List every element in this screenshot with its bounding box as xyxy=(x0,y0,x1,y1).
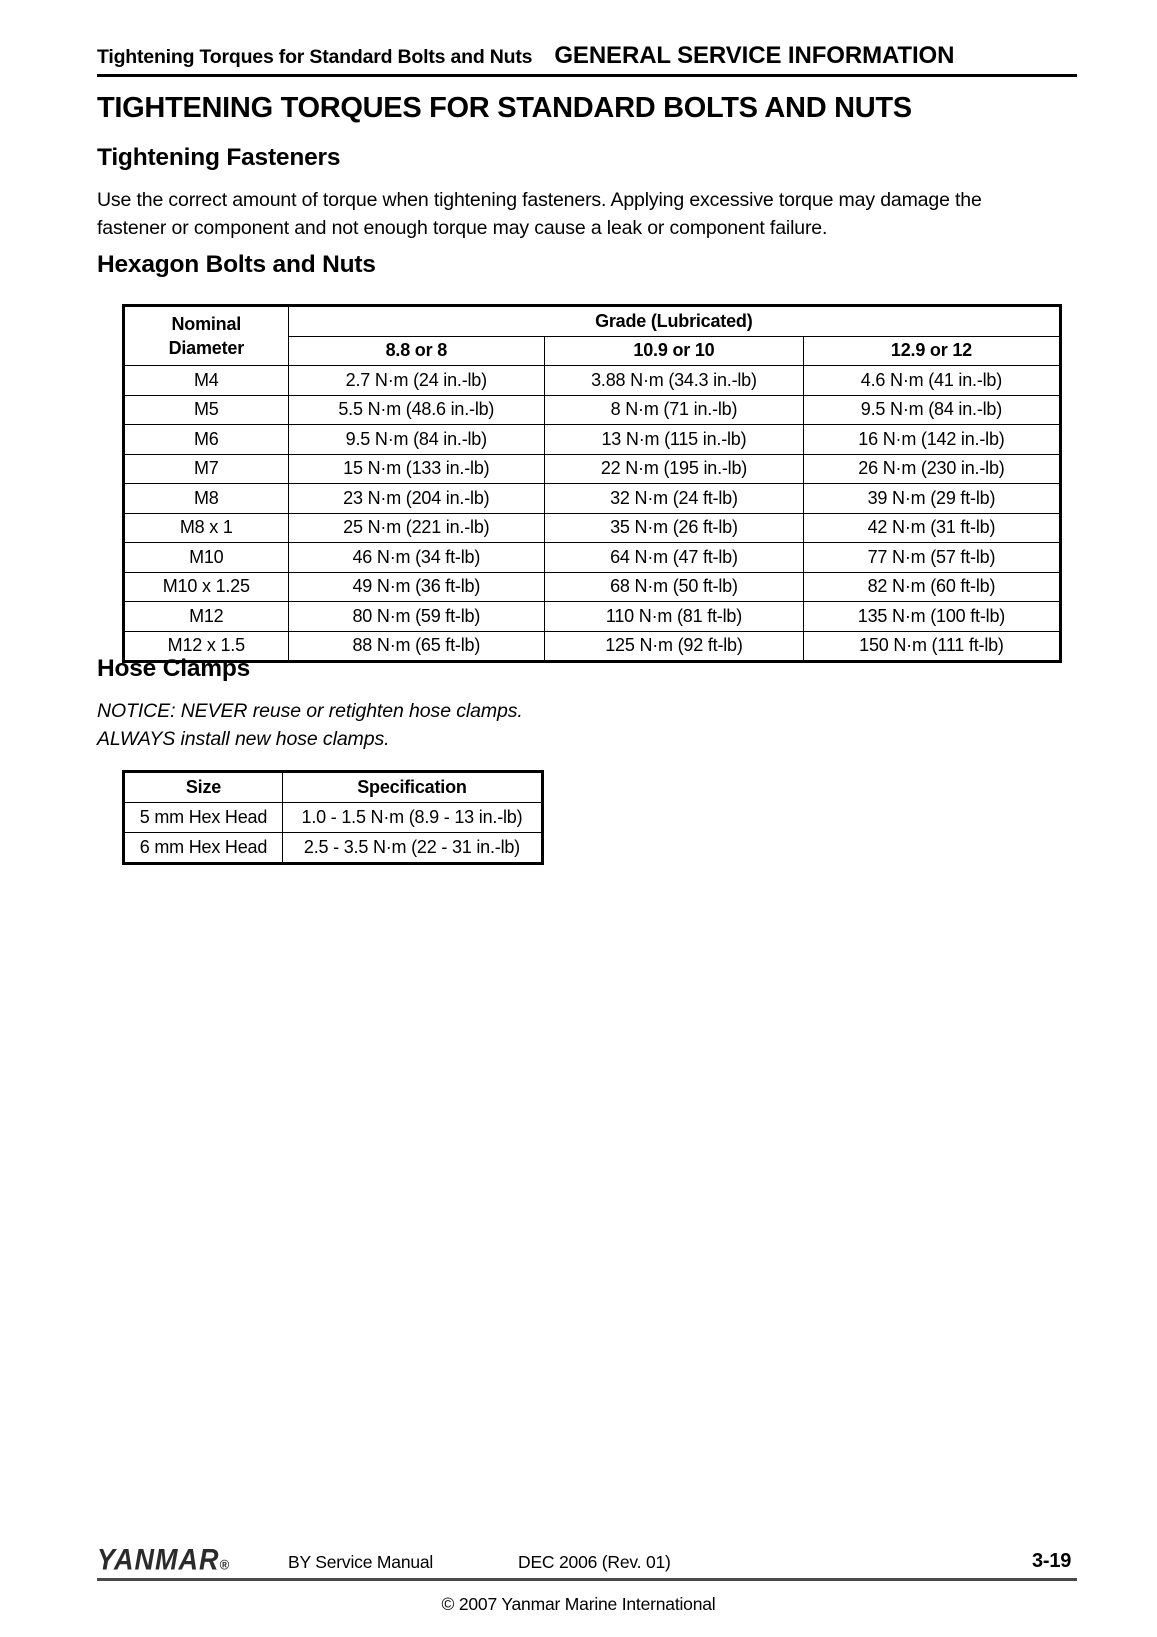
hex-cell-grade3: 39 N·m (29 ft-lb) xyxy=(803,484,1060,514)
hose-table-header-row xyxy=(124,772,543,803)
yanmar-logo-text: YANMAR xyxy=(97,1543,220,1576)
hex-table-header-row-group xyxy=(124,306,1061,337)
hex-cell-size: M5 xyxy=(124,395,289,425)
hex-cell-grade3: 26 N·m (230 in.-lb) xyxy=(803,454,1060,484)
hex-cell-grade2: 22 N·m (195 in.-lb) xyxy=(545,454,804,484)
table-row xyxy=(124,484,1061,514)
hex-cell-size: M12 xyxy=(124,602,289,632)
footer-manual-name: BY Service Manual xyxy=(288,1552,434,1572)
hex-cell-grade2: 110 N·m (81 ft-lb) xyxy=(545,602,804,632)
hex-cell-size: M8 x 1 xyxy=(124,513,289,543)
hex-cell-grade3: 16 N·m (142 in.-lb) xyxy=(803,425,1060,455)
hex-cell-size: M12 x 1.5 xyxy=(124,631,289,662)
hex-header-grade-group: Grade (Lubricated) xyxy=(288,306,1060,337)
hex-header-nominal-line2: Diameter xyxy=(168,338,244,358)
table-row xyxy=(124,425,1061,455)
registered-trademark-icon: ® xyxy=(219,1556,231,1573)
hose-cell-spec: 1.0 - 1.5 N·m (8.9 - 13 in.-lb) xyxy=(282,803,542,833)
footer-revision-date: DEC 2006 (Rev. 01) xyxy=(518,1552,671,1572)
hex-cell-size: M10 xyxy=(124,543,289,573)
hose-clamps-spec-table xyxy=(122,770,544,865)
hose-cell-spec: 2.5 - 3.5 N·m (22 - 31 in.-lb) xyxy=(282,833,542,864)
hex-table-body xyxy=(124,366,1061,662)
hex-cell-grade1: 80 N·m (59 ft-lb) xyxy=(288,602,544,632)
hose-table-head xyxy=(124,772,543,803)
tightening-fasteners-paragraph: Use the correct amount of torque when tightening fasteners. Applying excessive torque may damage the fastener or component and not enough torque may cause a leak or component failure. xyxy=(97,189,982,239)
hose-table-body xyxy=(124,803,543,864)
hexagon-bolts-torque-table xyxy=(122,304,1062,663)
hex-cell-grade3: 135 N·m (100 ft-lb) xyxy=(803,602,1060,632)
table-row xyxy=(124,602,1061,632)
running-header-right: GENERAL SERVICE INFORMATION xyxy=(554,42,955,69)
hex-header-nominal-diameter xyxy=(124,306,289,366)
table-row xyxy=(124,572,1061,602)
table-row xyxy=(124,543,1061,573)
hex-cell-grade3: 42 N·m (31 ft-lb) xyxy=(803,513,1060,543)
hose-cell-size: 5 mm Hex Head xyxy=(124,803,283,833)
hex-cell-grade1: 25 N·m (221 in.-lb) xyxy=(288,513,544,543)
table-row xyxy=(124,833,543,864)
table-row xyxy=(124,803,543,833)
hex-cell-grade3: 9.5 N·m (84 in.-lb) xyxy=(803,395,1060,425)
hex-cell-size: M10 x 1.25 xyxy=(124,572,289,602)
hex-cell-grade2: 3.88 N·m (34.3 in.-lb) xyxy=(545,366,804,396)
hex-cell-grade1: 2.7 N·m (24 in.-lb) xyxy=(288,366,544,396)
hex-cell-size: M8 xyxy=(124,484,289,514)
hex-header-grade-12-9: 12.9 or 12 xyxy=(803,336,1060,366)
table-row xyxy=(124,454,1061,484)
section-heading-tightening-fasteners: Tightening Fasteners xyxy=(97,144,341,171)
hex-cell-grade1: 9.5 N·m (84 in.-lb) xyxy=(288,425,544,455)
hose-clamps-notice-line1: NOTICE: NEVER reuse or retighten hose clamps. xyxy=(97,700,523,722)
hex-cell-size: M6 xyxy=(124,425,289,455)
table-row xyxy=(124,631,1061,662)
footer-divider xyxy=(97,1578,1077,1581)
hex-table-head xyxy=(124,306,1061,366)
page-title: TIGHTENING TORQUES FOR STANDARD BOLTS AND NUTS xyxy=(97,92,912,124)
footer-copyright: © 2007 Yanmar Marine International xyxy=(441,1594,716,1614)
hex-cell-grade2: 64 N·m (47 ft-lb) xyxy=(545,543,804,573)
yanmar-logo xyxy=(97,1544,230,1577)
hose-header-specification: Specification xyxy=(282,772,542,803)
hex-cell-grade1: 5.5 N·m (48.6 in.-lb) xyxy=(288,395,544,425)
hex-cell-grade1: 23 N·m (204 in.-lb) xyxy=(288,484,544,514)
running-header xyxy=(97,42,1077,70)
hex-cell-grade1: 15 N·m (133 in.-lb) xyxy=(288,454,544,484)
hex-cell-grade1: 46 N·m (34 ft-lb) xyxy=(288,543,544,573)
footer-page-number: 3-19 xyxy=(1032,1550,1072,1572)
section-heading-hexagon-bolts-and-nuts: Hexagon Bolts and Nuts xyxy=(97,251,376,278)
hex-cell-grade2: 35 N·m (26 ft-lb) xyxy=(545,513,804,543)
hex-cell-grade1: 88 N·m (65 ft-lb) xyxy=(288,631,544,662)
hex-cell-grade1: 49 N·m (36 ft-lb) xyxy=(288,572,544,602)
hex-cell-grade3: 77 N·m (57 ft-lb) xyxy=(803,543,1060,573)
hex-header-grade-10-9: 10.9 or 10 xyxy=(545,336,804,366)
header-divider xyxy=(97,74,1077,77)
table-row xyxy=(124,395,1061,425)
hex-cell-grade3: 82 N·m (60 ft-lb) xyxy=(803,572,1060,602)
hex-cell-grade2: 8 N·m (71 in.-lb) xyxy=(545,395,804,425)
hex-cell-grade2: 13 N·m (115 in.-lb) xyxy=(545,425,804,455)
table-row xyxy=(124,366,1061,396)
hex-cell-size: M7 xyxy=(124,454,289,484)
hex-cell-grade2: 68 N·m (50 ft-lb) xyxy=(545,572,804,602)
hex-cell-grade2: 32 N·m (24 ft-lb) xyxy=(545,484,804,514)
hose-header-size: Size xyxy=(124,772,283,803)
table-row xyxy=(124,513,1061,543)
hose-clamps-notice-line2: ALWAYS install new hose clamps. xyxy=(97,728,390,750)
running-header-left: Tightening Torques for Standard Bolts and Nuts xyxy=(97,46,533,68)
hex-header-nominal-line1: Nominal xyxy=(171,314,242,334)
hex-cell-grade2: 125 N·m (92 ft-lb) xyxy=(545,631,804,662)
hose-clamps-notice xyxy=(97,697,797,753)
hose-cell-size: 6 mm Hex Head xyxy=(124,833,283,864)
hex-cell-size: M4 xyxy=(124,366,289,396)
section-heading-hose-clamps: Hose Clamps xyxy=(97,655,251,682)
hex-header-grade-8-8: 8.8 or 8 xyxy=(288,336,544,366)
hex-cell-grade3: 4.6 N·m (41 in.-lb) xyxy=(803,366,1060,396)
hex-cell-grade3: 150 N·m (111 ft-lb) xyxy=(803,631,1060,662)
